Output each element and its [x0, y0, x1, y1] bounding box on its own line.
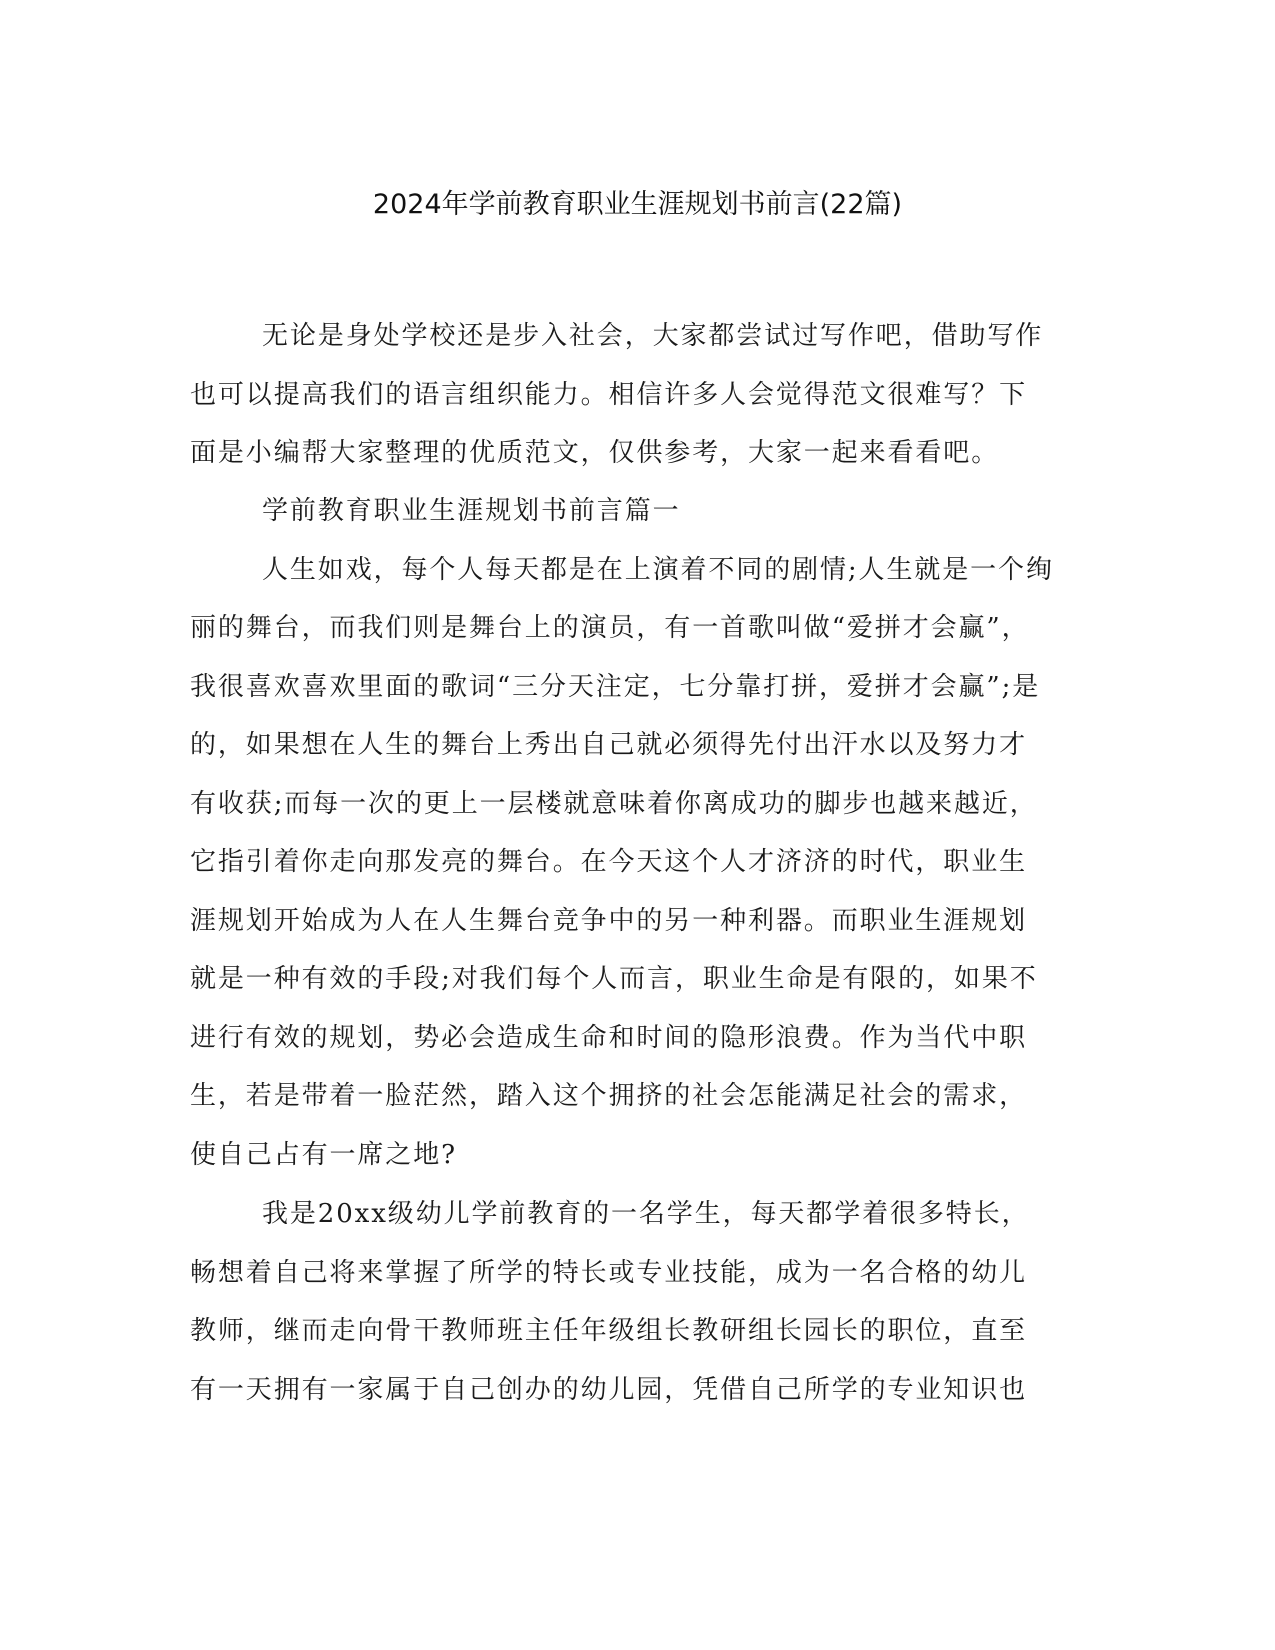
text-line: 有收获;而每一次的更上一层楼就意味着你离成功的脚步也越来越近，: [190, 789, 1038, 819]
text-line: 就是一种有效的手段;对我们每个人而言，职业生命是有限的，如果不: [190, 964, 1038, 994]
text-line: 人生如戏，每个人每天都是在上演着不同的剧情;人生就是一个绚: [262, 555, 1054, 585]
text-line: 无论是身处学校还是步入社会，大家都尝试过写作吧，借助写作: [262, 321, 1044, 351]
page-title: 2024年学前教育职业生涯规划书前言(22篇): [372, 189, 903, 220]
section-heading: 学前教育职业生涯规划书前言篇一: [262, 496, 681, 526]
text-line: 畅想着自己将来掌握了所学的特长或专业技能，成为一名合格的幼儿: [190, 1258, 1028, 1288]
text-line: 涯规划开始成为人在人生舞台竞争中的另一种利器。而职业生涯规划: [190, 906, 1028, 936]
text-line: 使自己占有一席之地?: [190, 1140, 457, 1170]
text-line: 它指引着你走向那发亮的舞台。在今天这个人才济济的时代，职业生: [190, 847, 1028, 877]
text-line: 也可以提高我们的语言组织能力。相信许多人会觉得范文很难写？下: [190, 380, 1028, 410]
text-line: 丽的舞台，而我们则是舞台上的演员，有一首歌叫做“爱拼才会赢”，: [190, 613, 1030, 643]
text-line: 的，如果想在人生的舞台上秀出自己就必须得先付出汗水以及努力才: [190, 730, 1028, 760]
text-line: 教师，继而走向骨干教师班主任年级组长教研组长园长的职位，直至: [190, 1316, 1028, 1346]
text-line: 我是20xx级幼儿学前教育的一名学生，每天都学着很多特长，: [262, 1199, 1030, 1229]
text-line: 进行有效的规划，势必会造成生命和时间的隐形浪费。作为当代中职: [190, 1023, 1028, 1053]
text-line: 面是小编帮大家整理的优质范文，仅供参考，大家一起来看看吧。: [190, 438, 1000, 468]
text-line: 有一天拥有一家属于自己创办的幼儿园，凭借自己所学的专业知识也: [190, 1375, 1028, 1405]
text-line: 我很喜欢喜欢里面的歌词“三分天注定，七分靠打拼，爱拼才会赢”;是: [190, 672, 1041, 702]
text-line: 生，若是带着一脸茫然，踏入这个拥挤的社会怎能满足社会的需求，: [190, 1081, 1028, 1111]
